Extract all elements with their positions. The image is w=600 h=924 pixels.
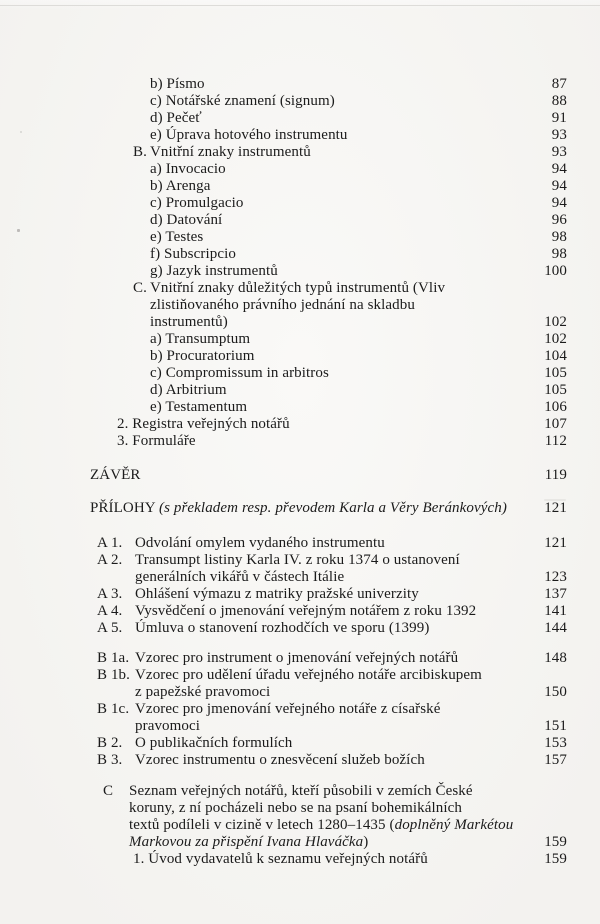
toc-entry-text — [90, 195, 531, 212]
toc-block-prilohy-c — [90, 783, 567, 868]
toc-entry-line: O publikačních formulích — [135, 735, 293, 751]
toc-entry-line: b) Písmo — [150, 76, 205, 92]
toc-entry-text — [90, 76, 531, 93]
toc-entry — [90, 110, 567, 127]
toc-entry-text — [90, 178, 531, 195]
toc-entry — [90, 399, 567, 416]
page-number: 112 — [544, 433, 567, 449]
page-number: 102 — [544, 314, 567, 330]
page-number: 94 — [551, 161, 567, 177]
toc-entry-label: A 4. — [97, 603, 123, 619]
toc-entry-label: C — [103, 783, 114, 799]
toc-entry-line: b) Procuratorium — [150, 348, 255, 364]
toc-entry — [90, 586, 567, 603]
toc-block-prilohy-heading — [90, 500, 567, 517]
toc-entry — [90, 178, 567, 195]
page-number: 119 — [544, 467, 567, 483]
toc-entry — [90, 348, 567, 365]
toc-entry-line: g) Jazyk instrumentů — [150, 263, 278, 279]
page-number: 121 — [544, 500, 567, 516]
toc-entry-line: 1. Úvod vydavatelů k seznamu veřejných notářů — [133, 851, 428, 867]
page-number: 137 — [544, 586, 567, 602]
page-number: 141 — [544, 603, 567, 619]
toc-entry-line: zlistiňovaného právního jednání na skladbu — [150, 297, 415, 313]
toc-entry-text — [90, 851, 531, 868]
page-number: 121 — [544, 535, 567, 551]
toc-entry — [90, 280, 567, 331]
table-of-contents — [90, 76, 567, 868]
toc-entry — [90, 382, 567, 399]
toc-block-prilohy-a — [90, 535, 567, 637]
toc-entry-line: d) Pečeť — [150, 110, 202, 126]
toc-entry-line: 3. Formuláře — [117, 433, 196, 449]
page-number: 157 — [544, 752, 567, 768]
toc-entry-label: B 2. — [97, 735, 123, 751]
toc-entry — [90, 752, 567, 769]
toc-entry-line: Vysvědčení o jmenování veřejným notářem z roku 1392 — [135, 603, 477, 619]
page-number: 106 — [544, 399, 567, 415]
toc-entry-text — [90, 552, 531, 586]
page-number: 88 — [551, 93, 567, 109]
toc-entry-line: Vzorec instrumentu o znesvěcení služeb božích — [135, 752, 425, 768]
toc-entry-line: Ohlášení výmazu z matriky pražské univerzity — [135, 586, 419, 602]
toc-entry-line: Odvolání omylem vydaného instrumentu — [135, 535, 385, 551]
toc-entry-text — [90, 650, 531, 667]
toc-entry — [90, 667, 567, 701]
page-number: 123 — [544, 569, 567, 585]
toc-entry-line: pravomoci — [135, 718, 201, 734]
toc-entry-text — [90, 467, 531, 484]
toc-entry-text — [90, 735, 531, 752]
toc-entry-line: ZÁVĚR — [90, 467, 141, 483]
toc-entry-text — [90, 500, 531, 517]
toc-entry — [90, 851, 567, 868]
toc-entry-text — [90, 93, 531, 110]
toc-entry — [90, 650, 567, 667]
toc-entry — [90, 365, 567, 382]
toc-block-chapter-section — [90, 76, 567, 450]
toc-entry-line: a) Transumptum — [150, 331, 251, 347]
toc-entry-label: B 1c. — [97, 701, 130, 717]
page-number: 144 — [544, 620, 567, 636]
toc-entry — [90, 416, 567, 433]
toc-entry-line: z papežské pravomoci — [135, 684, 271, 700]
toc-entry-text — [90, 535, 531, 552]
toc-entry-line: e) Úprava hotového instrumentu — [150, 127, 348, 143]
toc-entry-text — [90, 212, 531, 229]
toc-entry — [90, 331, 567, 348]
toc-entry-line: Markovou za přispění Ivana Hlaváčka) — [129, 834, 369, 850]
page-number: 94 — [551, 178, 567, 194]
toc-entry-label: A 3. — [97, 586, 123, 602]
toc-entry-line: Seznam veřejných notářů, kteří působili v zemích České — [129, 783, 473, 799]
toc-block-zaver — [90, 467, 567, 484]
page-number: 150 — [544, 684, 567, 700]
toc-block-prilohy-b — [90, 650, 567, 769]
toc-entry — [90, 603, 567, 620]
toc-entry — [90, 144, 567, 161]
page-number: 102 — [544, 331, 567, 347]
toc-entry — [90, 76, 567, 93]
toc-entry-line: 2. Registra veřejných notářů — [117, 416, 290, 432]
toc-entry — [90, 701, 567, 735]
page-number: 96 — [551, 212, 567, 228]
page-number: 94 — [551, 195, 567, 211]
page-number: 98 — [551, 229, 567, 245]
page-number: 93 — [551, 144, 567, 160]
toc-entry-line: Transumpt listiny Karla IV. z roku 1374 o ustanovení — [135, 552, 460, 568]
toc-entry — [90, 500, 567, 517]
toc-entry-text — [90, 752, 531, 769]
toc-entry-line: Vzorec pro instrument o jmenování veřejných notářů — [135, 650, 459, 666]
scan-speck — [20, 131, 22, 133]
page-number: 151 — [544, 718, 567, 734]
toc-entry — [90, 552, 567, 586]
toc-entry-label: B 3. — [97, 752, 123, 768]
toc-entry-line: c) Notářské znamení (signum) — [150, 93, 335, 109]
toc-entry-label: B 1b. — [97, 667, 131, 683]
page-number: 159 — [544, 851, 567, 867]
toc-entry-text — [90, 127, 531, 144]
page-number: 87 — [551, 76, 567, 92]
toc-entry-text — [90, 280, 531, 331]
page-number: 107 — [544, 416, 567, 432]
toc-entry — [90, 433, 567, 450]
toc-entry-line: f) Subscripcio — [150, 246, 236, 262]
toc-entry-text — [90, 246, 531, 263]
toc-entry-text — [90, 416, 531, 433]
toc-entry-text — [90, 161, 531, 178]
toc-entry — [90, 127, 567, 144]
toc-entry-line: Úmluva o stanovení rozhodčích ve sporu (1399) — [135, 620, 430, 636]
toc-entry-text — [90, 620, 531, 637]
toc-entry-line: PŘÍLOHY (s překladem resp. převodem Karla a Věry Beránkových) — [90, 500, 507, 516]
toc-entry — [90, 620, 567, 637]
toc-entry-line: b) Arenga — [150, 178, 211, 194]
page-number: 105 — [544, 382, 567, 398]
toc-entry-label: A 2. — [97, 552, 123, 568]
toc-entry — [90, 735, 567, 752]
page-number: 104 — [544, 348, 567, 364]
toc-entry — [90, 161, 567, 178]
toc-entry-line: Vnitřní znaky důležitých typů instrumentů (Vliv — [150, 280, 446, 296]
toc-entry-line: e) Testes — [150, 229, 204, 245]
toc-entry-text — [90, 399, 531, 416]
toc-entry-label: A 1. — [97, 535, 123, 551]
toc-entry-text — [90, 348, 531, 365]
toc-entry — [90, 212, 567, 229]
toc-entry-line: generálních vikářů v částech Itálie — [135, 569, 345, 585]
toc-entry-text — [90, 144, 531, 161]
toc-entry-label: A 5. — [97, 620, 123, 636]
toc-entry-text — [90, 701, 531, 735]
toc-entry-line: Vzorec pro udělení úřadu veřejného notáře arcibiskupem — [135, 667, 482, 683]
toc-entry-text — [90, 586, 531, 603]
toc-entry — [90, 535, 567, 552]
toc-entry-text — [90, 365, 531, 382]
toc-entry-text — [90, 229, 531, 246]
toc-entry-line: a) Invocacio — [150, 161, 226, 177]
toc-entry-line: Vnitřní znaky instrumentů — [150, 144, 311, 160]
scan-edge — [0, 5, 600, 6]
page-number: 153 — [544, 735, 567, 751]
page-number: 98 — [551, 246, 567, 262]
toc-entry — [90, 263, 567, 280]
toc-entry-line: textů podíleli v cizině v letech 1280–1435 (doplněný Markétou — [129, 817, 514, 833]
toc-entry-line: c) Promulgacio — [150, 195, 244, 211]
toc-entry — [90, 93, 567, 110]
page-number: 100 — [544, 263, 567, 279]
toc-entry-text — [90, 263, 531, 280]
toc-entry — [90, 195, 567, 212]
toc-entry — [90, 783, 567, 851]
toc-entry-text — [90, 603, 531, 620]
toc-entry-line: c) Compromissum in arbitros — [150, 365, 329, 381]
toc-entry-text — [90, 783, 531, 851]
toc-entry-label: B. — [133, 144, 147, 160]
toc-entry-label: B 1a. — [97, 650, 130, 666]
toc-entry — [90, 467, 567, 484]
toc-entry — [90, 246, 567, 263]
toc-entry-line: d) Arbitrium — [150, 382, 227, 398]
toc-entry-text — [90, 433, 531, 450]
page-number: 148 — [544, 650, 567, 666]
toc-entry-text — [90, 110, 531, 127]
toc-entry-text — [90, 382, 531, 399]
page-number: 105 — [544, 365, 567, 381]
toc-entry-label: C. — [133, 280, 147, 296]
toc-entry-line: Vzorec pro jmenování veřejného notáře z císařské — [135, 701, 441, 717]
page-number: 91 — [551, 110, 567, 126]
toc-entry — [90, 229, 567, 246]
toc-entry-line: koruny, z ní pocházeli nebo se na psaní bohemikálních — [129, 800, 462, 816]
toc-entry-line: instrumentů) — [150, 314, 228, 330]
toc-entry-text — [90, 331, 531, 348]
page-number: 159 — [544, 834, 567, 850]
toc-entry-text — [90, 667, 531, 701]
toc-entry-line: d) Datování — [150, 212, 223, 228]
page-number: 93 — [551, 127, 567, 143]
scan-speck — [17, 229, 20, 232]
toc-entry-line: e) Testamentum — [150, 399, 248, 415]
